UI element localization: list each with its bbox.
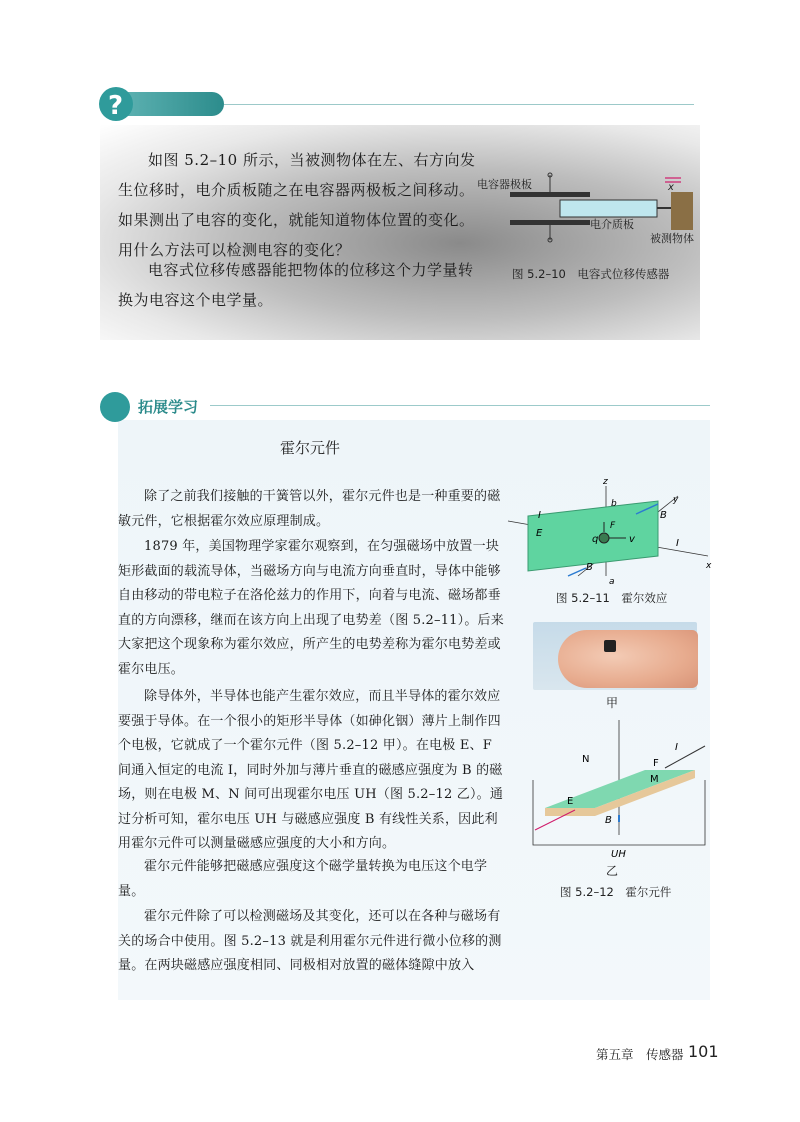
label-dielectric: 电介质板 [590,218,634,231]
question-header-line [224,104,694,105]
hall-label: v [629,534,635,545]
footer-chapter: 第五章 传感器 [596,1047,684,1062]
hall-element-label: N [582,754,590,765]
figure-caption-5-2-12: 图 5.2–12 霍尔元件 [560,885,672,899]
hall-element-label: F [653,758,659,769]
question-paragraph-1: 如图 5.2–10 所示，当被测物体在左、右方向发生位移时，电介质板随之在电容器两极板之间移动。如果测出了电容的变化，就能知道物体位置的变化。用什么方法可以检测电容的变化？ [118,151,476,259]
paragraph: 1879 年，美国物理学家霍尔观察到，在匀强磁场中放置一块矩形截面的载流导体，当磁场方向与电流方向垂直时，导体中能够自由移动的带电粒子在洛伦兹力的作用下，向着与电流、磁场都垂直的方向漂移，继而在该方向上出现了电势差（图 5.2–11）。后来大家把这个现象称为霍尔效应，所产生的电势差称为霍尔电势差或霍尔电压。 [118,539,504,677]
hall-element-label: UH [611,849,626,860]
hall-label: q [592,534,599,545]
hall-chip [604,640,616,652]
question-paragraph-2: 电容式位移传感器能把物体的位移这个力学量转换为电容这个电学量。 [118,261,474,309]
hall-element-label: E [567,796,574,807]
question-icon [96,84,136,124]
hall-label: B [586,562,593,573]
hall-label: I [538,510,541,521]
label-plate: 电容器极板 [477,178,532,191]
hall-label: z [603,477,608,487]
paragraph: 除导体外，半导体也能产生霍尔效应，而且半导体的霍尔效应要强于导体。在一个很小的矩形半导体（如砷化铟）薄片上制作四个电极，它就成了一个霍尔元件（图 5.2–12 甲）。在电极 E、F 间通入恒定的电流 I，同时外加与薄片垂直的磁感应强度为 B 的磁场，则在电极 M、N 间可出现霍尔电压 UH（图 5.2–12 乙）。通过分析可知，霍尔电压 UH 与磁感应强度 B 有线性关系，因此利用霍尔元件可以测量磁感应强度的大小和方向。 [118,689,504,851]
hall-label: a [609,577,615,587]
page-number: 101 [688,1042,719,1061]
section-title: 拓展学习 [138,398,199,416]
label-jia: 甲 [606,696,619,710]
hall-label: E [536,528,543,539]
section-circle-icon [100,392,130,422]
label-yi: 乙 [606,864,619,878]
hall-label: x [706,561,712,571]
hall-label: b [611,499,617,509]
figure-caption-5-2-11: 图 5.2–11 霍尔效应 [556,591,668,605]
hall-label: I [676,538,679,549]
hall-label: B [660,510,667,521]
figure-capacitive-sensor [477,170,710,270]
hall-element-label: B [605,815,612,826]
hall-element-label: I [675,742,678,753]
paragraph: 除了之前我们接触的干簧管以外，霍尔元件也是一种重要的磁敏元件，它根据霍尔效应原理制成。 [118,489,501,529]
article-title: 霍尔元件 [280,439,341,457]
svg-text:?: ? [108,91,124,121]
label-object: 被测物体 [650,232,694,245]
figure-hall-element [525,720,715,860]
label-x: x [668,182,674,193]
figure-caption-5-2-10: 图 5.2–10 电容式位移传感器 [512,267,670,281]
hall-element-label: M [650,774,659,785]
paragraph: 霍尔元件除了可以检测磁场及其变化，还可以在各种与磁场有关的场合中使用。图 5.2–13 就是利用霍尔元件进行微小位移的测量。在两块磁感应强度相同、同极相对放置的磁体缝隙中放入 [118,909,502,973]
figure-hall-effect [508,476,718,586]
fingertip-image [558,630,698,688]
paragraph: 霍尔元件能够把磁感应强度这个磁学量转换为电压这个电学量。 [118,859,488,899]
hall-label: F [610,521,616,531]
hall-label: y [673,495,679,505]
section-divider [210,405,710,406]
